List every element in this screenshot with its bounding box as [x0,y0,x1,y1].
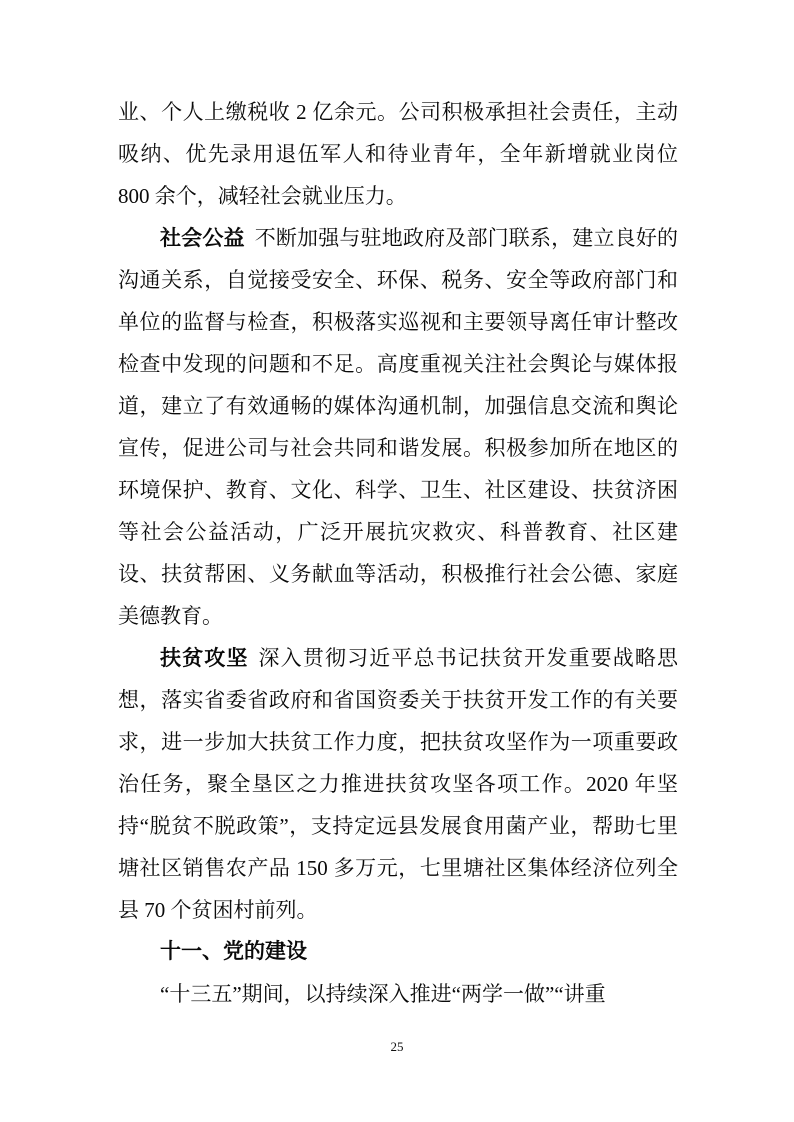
body-text-block [118,91,678,1015]
page-number: 25 [390,1039,404,1054]
section-heading-party-building: 十一、党的建设 [160,940,307,963]
run-in-header-social-welfare: 社会公益 [160,226,245,250]
paragraph-text: “十三五”期间，以持续深入推进“两学一做”“讲重 [160,982,606,1006]
paragraph-text: 不断加强与驻地政府及部门联系，建立良好的沟通关系，自觉接受安全、环保、税务、安全等政府部门和单位的监督与检查，积极落实巡视和主要领导离任审计整改检查中发现的问题和不足。高度重视关注社会舆论与媒体报道，建立了有效通畅的媒体沟通机制，加强信息交流和舆论宣传，促进公司与社会共同和谐发展。积极参加所在地区的环境保护、教育、文化、科学、卫生、社区建设、扶贫济困等社会公益活动，广泛开展抗灾救灾、科普教育、社区建设、扶贫帮困、义务献血等活动，积极推行社会公德、家庭美德教育。 [118,226,679,628]
run-in-header-poverty-alleviation: 扶贫攻坚 [160,646,249,670]
paragraph-text: 业、个人上缴税收 2 亿余元。公司积极承担社会责任，主动吸纳、优先录用退伍军人和待业青年，全年新增就业岗位 800 余个，减轻社会就业压力。 [118,100,678,208]
paragraph-thirteenth-five-year [118,973,678,1015]
paragraph-continuation [118,91,678,217]
paragraph-poverty-alleviation [118,637,678,931]
paragraph-text: 深入贯彻习近平总书记扶贫开发重要战略思想，落实省委省政府和省国资委关于扶贫开发工作的有关要求，进一步加大扶贫工作力度，把扶贫攻坚作为一项重要政治任务，聚全垦区之力推进扶贫攻坚各项工作。2020 年坚持“脱贫不脱政策”，支持定远县发展食用菌产业，帮助七里塘社区销售农产品 150 多万元，七里塘社区集体经济位列全县 70 个贫困村前列。 [118,646,678,922]
paragraph-social-welfare [118,217,678,637]
page-footer [0,1038,794,1056]
